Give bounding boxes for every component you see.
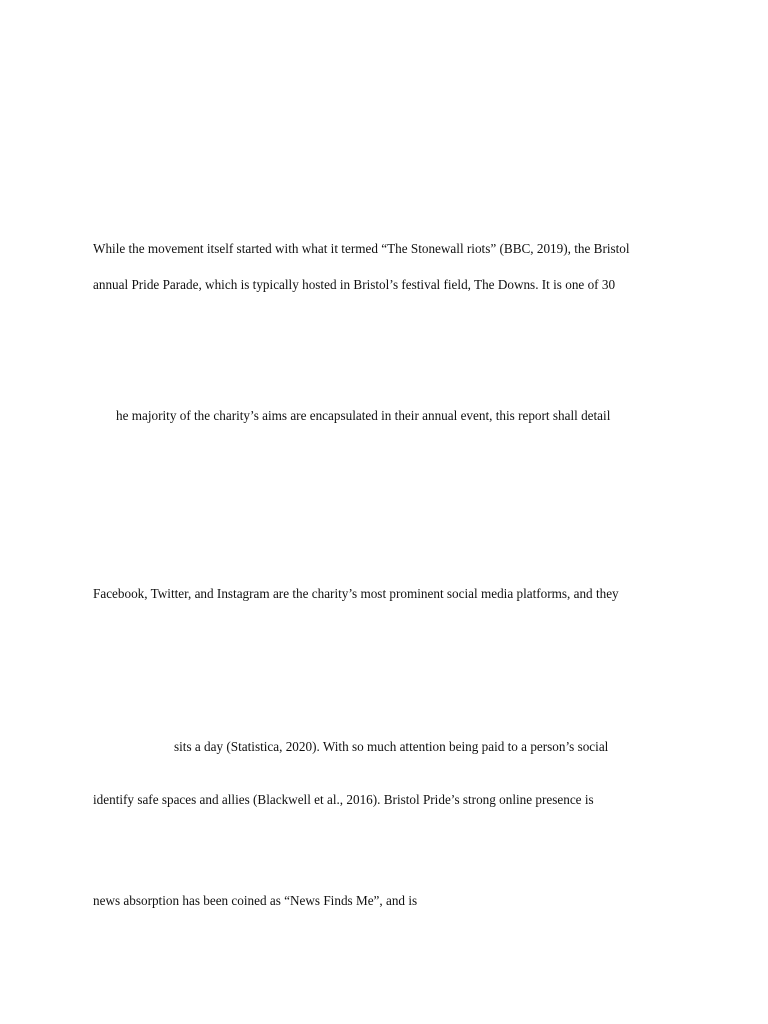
- text-line: identify safe spaces and allies (Blackwell et al., 2016). Bristol Pride’s strong online presence is: [93, 792, 594, 807]
- text-line: Facebook, Twitter, and Instagram are the charity’s most prominent social media platforms, and they: [93, 586, 619, 601]
- text-line: he majority of the charity’s aims are encapsulated in their annual event, this report shall detail: [116, 408, 611, 423]
- text-line: While the movement itself started with what it termed “The Stonewall riots” (BBC, 2019), the Bristol: [93, 241, 630, 256]
- text-line: annual Pride Parade, which is typically hosted in Bristol’s festival field, The Downs. It is one of 30: [93, 277, 616, 292]
- text-line: sits a day (Statistica, 2020). With so much attention being paid to a person’s social: [174, 739, 609, 754]
- text-line: news absorption has been coined as “News Finds Me”, and is: [93, 893, 418, 908]
